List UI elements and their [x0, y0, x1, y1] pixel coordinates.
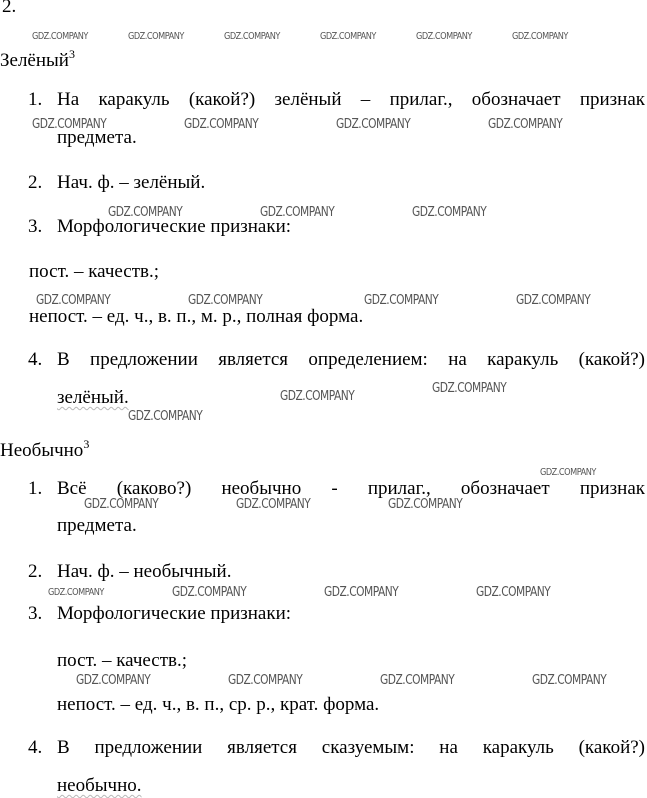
watermark: GDZ.COMPANY	[228, 673, 303, 688]
watermark: GDZ.COMPANY	[516, 293, 591, 308]
list-number: 3.	[28, 216, 43, 237]
list-item-text: предмета.	[57, 515, 137, 536]
watermark: GDZ.COMPANY	[280, 389, 355, 404]
watermark: GDZ.COMPANY	[432, 381, 507, 396]
watermark: GDZ.COMPANY	[388, 497, 463, 512]
watermark: GDZ.COMPANY	[540, 467, 596, 478]
watermark: GDZ.COMPANY	[184, 117, 259, 132]
watermark: GDZ.COMPANY	[260, 205, 335, 220]
word-heading-neobychno	[0, 433, 89, 462]
list-item-text: В предложении является сказуемым: на каракуль (какой?)	[57, 737, 645, 758]
watermark: GDZ.COMPANY	[108, 205, 183, 220]
watermark: GDZ.COMPANY	[512, 31, 568, 42]
watermark: GDZ.COMPANY	[380, 673, 455, 688]
watermark: GDZ.COMPANY	[336, 117, 411, 132]
watermark: GDZ.COMPANY	[324, 585, 399, 600]
watermark: GDZ.COMPANY	[476, 585, 551, 600]
watermark: GDZ.COMPANY	[48, 587, 104, 598]
watermark: GDZ.COMPANY	[84, 497, 159, 512]
list-number: 2.	[28, 561, 43, 582]
constant-features: пост. – качеств.;	[29, 261, 160, 282]
list-number: 4.	[28, 349, 43, 370]
watermark: GDZ.COMPANY	[320, 31, 376, 42]
constant-features: пост. – качеств.;	[57, 650, 188, 671]
word-superscript: 3	[68, 47, 75, 61]
watermark: GDZ.COMPANY	[416, 31, 472, 42]
watermark: GDZ.COMPANY	[532, 673, 607, 688]
nonconstant-features: непост. – ед. ч., в. п., ср. р., крат. форма.	[57, 694, 380, 715]
underlined-word: необычно.	[57, 775, 142, 796]
watermark: GDZ.COMPANY	[488, 117, 563, 132]
underlined-word: зелёный.	[57, 387, 129, 408]
list-item-text: Нач. ф. – необычный.	[57, 561, 232, 582]
list-item-text: На каракуль (какой?) зелёный – прилаг., обозначает признак	[57, 89, 645, 110]
watermark: GDZ.COMPANY	[128, 31, 184, 42]
watermark: GDZ.COMPANY	[32, 117, 107, 132]
word-title: Зелёный	[0, 50, 69, 71]
watermark: GDZ.COMPANY	[224, 31, 280, 42]
watermark: GDZ.COMPANY	[32, 31, 88, 42]
word-title: Необычно	[0, 440, 84, 461]
list-number: 1.	[28, 89, 43, 110]
list-item-text: Морфологические признаки:	[57, 216, 292, 237]
task-number: 2.	[2, 0, 17, 17]
watermark: GDZ.COMPANY	[36, 293, 111, 308]
list-item-text: предмета.	[57, 127, 137, 148]
list-number: 3.	[28, 603, 43, 624]
watermark: GDZ.COMPANY	[236, 497, 311, 512]
watermark: GDZ.COMPANY	[188, 293, 263, 308]
watermark: GDZ.COMPANY	[172, 585, 247, 600]
word-superscript: 3	[83, 437, 90, 451]
list-item-text: Всё (каково?) необычно - прилаг., обозначает признак	[57, 478, 645, 499]
watermark: GDZ.COMPANY	[364, 293, 439, 308]
watermark: GDZ.COMPANY	[412, 205, 487, 220]
watermark: GDZ.COMPANY	[128, 409, 203, 424]
list-number: 2.	[28, 172, 43, 193]
list-number: 1.	[28, 478, 43, 499]
list-item-text	[57, 775, 142, 797]
word-heading-zelyony	[0, 43, 75, 72]
watermark: GDZ.COMPANY	[76, 673, 151, 688]
list-number: 4.	[28, 737, 43, 758]
list-item-text: Нач. ф. – зелёный.	[57, 172, 206, 193]
list-item-text: Морфологические признаки:	[57, 603, 292, 624]
list-item-text	[57, 387, 129, 409]
nonconstant-features: непост. – ед. ч., в. п., м. р., полная форма.	[29, 306, 364, 327]
list-item-text: В предложении является определением: на каракуль (какой?)	[57, 349, 645, 370]
